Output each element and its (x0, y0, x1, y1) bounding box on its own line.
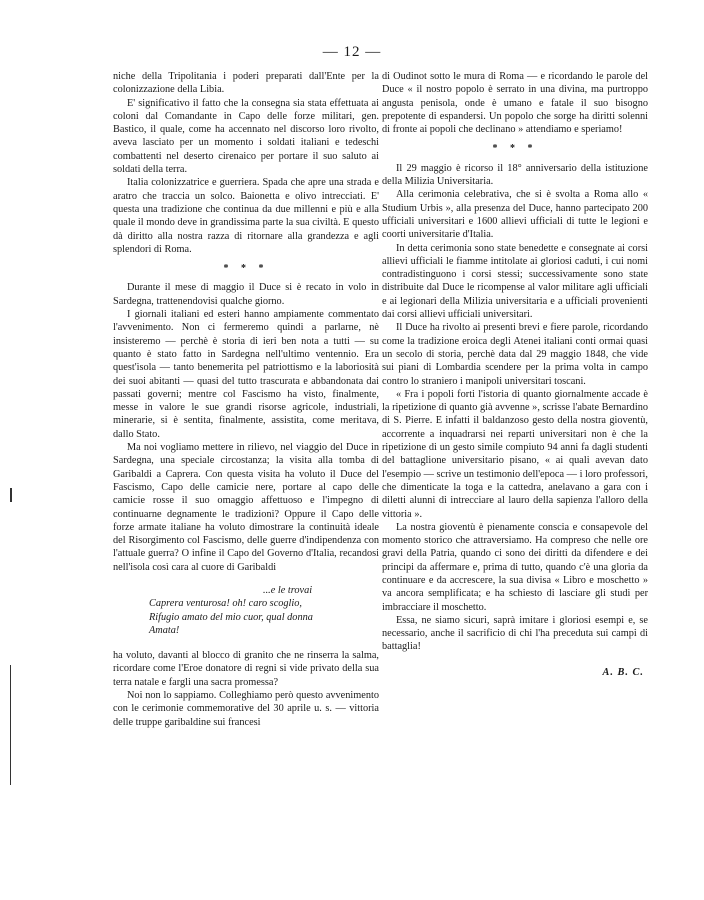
poem-line: Caprera venturosa! oh! caro scoglio, (149, 598, 303, 610)
left-paragraph-3: Italia colonizzatrice e guerriera. Spada che apre una strada e aratro che traccia un solco. Baionetta e olivo intrecciati. E' questa una tradizione che continua da due millenni e più e alla quale il mondo deve in grandissima parte la sua civiltà. E questo dà diritto alla nostra razza di ritornare alla grandezza e agli splendori di Roma. (113, 177, 379, 255)
scan-edge-mark (10, 665, 11, 785)
left-column (113, 70, 379, 729)
page-number: — 12 — (322, 44, 382, 60)
left-paragraph-7: ha voluto, davanti al blocco di granito che ne rinserra la salma, ricordare come l'Eroe donatore di regni si vide privato della sua terra natale e fargli una sacra promessa? (113, 650, 379, 688)
right-paragraph-7: La nostra gioventù è pienamente conscia e consapevole del momento storico che attraversiamo. Ha compreso che nelle ore gravi della Patria, quando ci sono dei diritti da difendere e dei principi da affermare e, prima di tutto, quando c'è una gloria da continuare e da accrescere, la sua divisa « Libro e moschetto » va ancora semplificata; e ha schiesto di lasciare gli studi per imbracciare il moschetto. (382, 521, 648, 613)
right-column (382, 70, 648, 679)
author-signature: A. B. C. (602, 666, 644, 678)
left-paragraph-2: E' significativo il fatto che la consegna sia stata effettuata ai coloni dal Comandante in Capo delle forze militari, gen. Bastico, il quale, come ha accennato nel discorso loro rivolto, aveva lasciato per un momento i soldati italiani e tedeschi combattenti nel deserto cirenaico per portare il suo saluto ai soldati della terra. (113, 97, 379, 176)
right-paragraph-2: Il 29 maggio è ricorso il 18° anniversario della istituzione della Milizia Universitaria. (382, 162, 648, 188)
poem-quote (113, 584, 379, 637)
left-paragraph-4: Durante il mese di maggio il Duce si è recato in volo in Sardegna, trattenendovisi qualche giorno. (113, 282, 379, 307)
right-paragraph-8: Essa, ne siamo sicuri, saprà imitare i gloriosi esempi e, se necessario, anche il sacrificio di chi l'ha preceduta sui campi di battaglia! (382, 614, 648, 653)
right-paragraph-1: di Oudinot sotto le mura di Roma — e ricordando le parole del Duce « il nostro popolo è serrato in una divina, ma purtroppo angusta penisola, onde è umano e fatale il suo bisogno prepotente di espandersi. Un popolo che sorge ha diritti solenni di fronte ai popoli che declinano » attendiamo e speriamo! (382, 71, 648, 136)
right-paragraph-4: In detta cerimonia sono state benedette e consegnate ai corsi allievi ufficiali le fiamme intitolate ai gloriosi caduti, i cui nomi contradistinguono i corsi stessi; successivamente sono state distribuite dal Duce le ricompense al valor militare agli ufficiali e ai legionari della Milizia universitaria e a ufficiali provenienti dai corsi allievi ufficiali universitari. (382, 242, 648, 321)
left-paragraph-1: niche della Tripolitania i poderi preparati dall'Ente per la colonizzazione della Libia. (113, 71, 379, 96)
poem-line: ...e le trovai (263, 584, 313, 596)
left-paragraph-6: Ma noi vogliamo mettere in rilievo, nel viaggio del Duce in Sardegna, una speciale circostanza; la visita alla tomba di Garibaldi a Caprera. Con questa visita ha voluto il Duce del Fascismo, Capo delle camicie nere, portare al capo delle camicie rosse il suo omaggio affettuoso e l'impegno di continuarne degnamente le tradizioni? Oppure il Capo delle forze armate italiane ha voluto dimostrare la continuità ideale del Risorgimento col Fascismo, delle guerre d'indipendenza con l'attuale guerra? O infine il Capo del Governo d'Italia, recandosi nell'isola così cara al cuore di Garibaldi (113, 442, 379, 573)
poem-line: Amata! (149, 624, 180, 636)
section-separator: * * * (223, 263, 269, 275)
poem-line: Rifugio amato del mio cuor, qual donna (149, 611, 313, 623)
left-paragraph-8: Noi non lo sappiamo. Colleghiamo però questo avvenimento con le cerimonie commemorative del 30 aprile u. s. — vittoria delle truppe garibaldine sui francesi (113, 690, 379, 728)
right-paragraph-6: « Fra i popoli forti l'istoria di quanto giornalmente accade è la ripetizione di quanto già avvenne », scrisse l'abate Bernardino di S. Pierre. E infatti il baldanzoso gesto della nostra gioventù, accorrente a inquadrarsi nei reparti universitari non è che la ripetizione di un gesto simile compiuto 94 anni fa dagli studenti del battaglione universitario pisano, « ai quali avevan dato l'esempio — scrive un testimonio dell'epoca — i loro professori, che dimenticate la toga e la cattedra, anelavano a gara con i diletti alunni di intrecciare al lauro della sapienza l'alloro della vittoria ». (382, 388, 648, 520)
section-separator: * * * (492, 143, 538, 155)
left-paragraph-5: I giornali italiani ed esteri hanno ampiamente commentato l'avvenimento. Non ci fermeremo quindi a parlarne, nè insisteremo — perchè è storia di ieri ben nota a tutti — su quanto è stato fatto in Sardegna nell'ultimo ventennio. Era quest'isola — tanto benemerita pel patriottismo e la laboriosità dei suoi abitanti — quasi del tutto trascurata e abbandonata dai passati governi; mentre col Fascismo ha visto, finalmente, messe in valore le sue grandi risorse agricole, industriali, minerarie, si è sentita, finalmente, assistita, come meritava, dallo Stato. (113, 309, 379, 440)
right-paragraph-3: Alla cerimonia celebrativa, che si è svolta a Roma allo « Studium Urbis », alla presenza del Duce, hanno partecipato 200 ufficiali universitari e 1600 allievi ufficiali di tutte le legioni e coorti universitarie d'Italia. (382, 189, 648, 241)
right-paragraph-5: Il Duce ha rivolto ai presenti brevi e fiere parole, ricordando come la tradizione eroica degli Atenei italiani conti ormai quasi un secolo di storia, perchè data dal 29 maggio 1848, che vide sui piani di Lombardia scendere per la prima volta in campo contro lo straniero i manipoli universitari toscani. (382, 322, 648, 387)
scan-edge-mark (10, 488, 12, 502)
